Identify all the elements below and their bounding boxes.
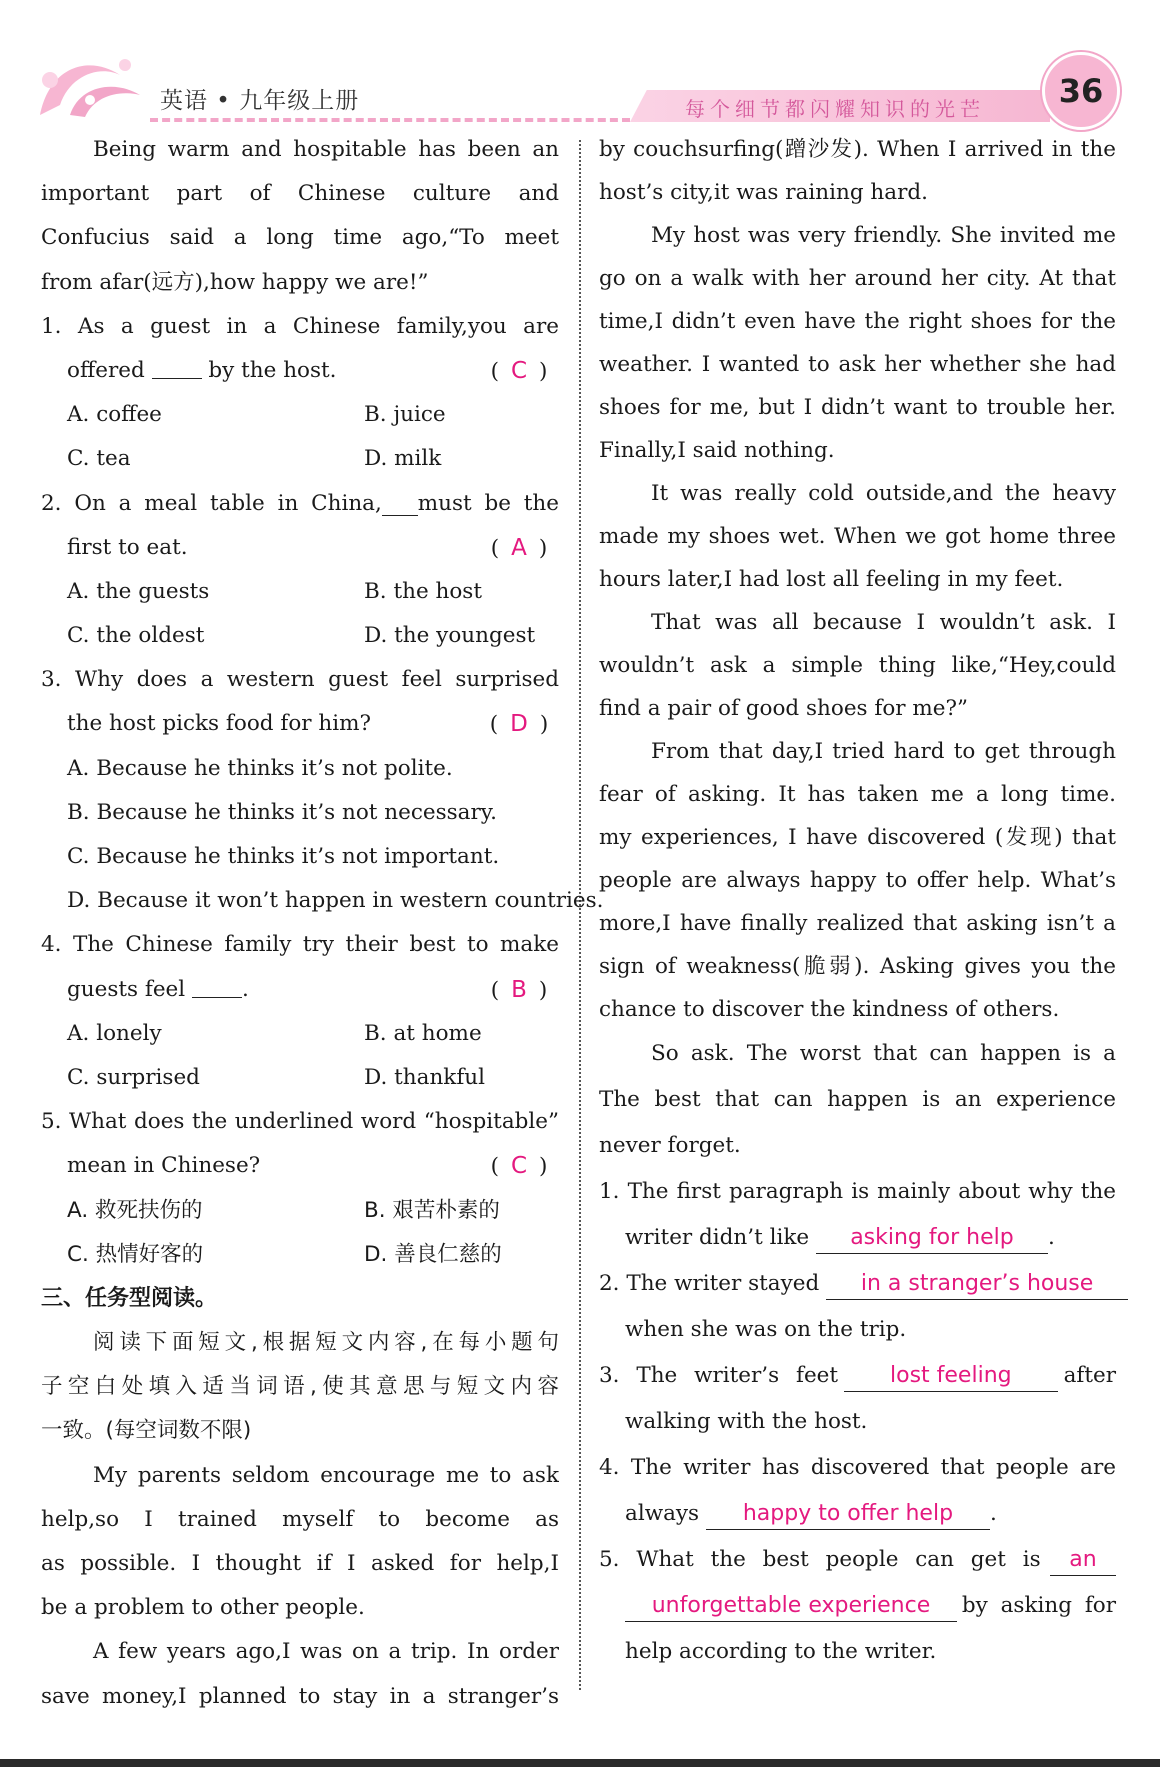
task-4-stem: 4. The writer has discovered that people are bbox=[599, 1455, 1116, 1480]
question-4-stem: 4. The Chinese family try their best to make bbox=[41, 932, 559, 958]
story-line: my experiences, I have discovered (发现) that bbox=[599, 825, 1116, 850]
q5-answer: C bbox=[510, 1153, 528, 1180]
q3-answer: D bbox=[510, 711, 528, 738]
section-title: 三、任务型阅读。 bbox=[41, 1285, 218, 1311]
q1-options-row bbox=[41, 437, 559, 481]
option: C. 热情好客的 bbox=[67, 1241, 204, 1267]
option: A. coffee bbox=[67, 402, 162, 428]
task-2-stem bbox=[599, 1261, 1116, 1307]
option: A. lonely bbox=[67, 1020, 162, 1046]
task-5-line3: help according to the writer. bbox=[625, 1639, 937, 1664]
q4-options-row bbox=[41, 1012, 559, 1056]
page-header bbox=[0, 0, 1160, 130]
option: C. the oldest bbox=[67, 623, 205, 649]
q4-text-b: . bbox=[242, 976, 249, 1002]
option: A. Because he thinks it’s not polite. bbox=[67, 755, 453, 781]
q4-text-a: guests feel bbox=[67, 976, 186, 1002]
option: A. the guests bbox=[67, 578, 210, 604]
option: B. the host bbox=[364, 578, 482, 604]
q4-blank bbox=[192, 973, 242, 998]
left-column bbox=[41, 128, 604, 1719]
q2-options-row bbox=[41, 614, 559, 658]
q5-options-row bbox=[41, 1189, 559, 1233]
page-number-badge bbox=[1042, 52, 1120, 130]
story-line: It was really cold outside,and the heavy bbox=[651, 481, 1116, 506]
question-4-line2 bbox=[41, 968, 559, 1012]
option: D. milk bbox=[364, 446, 442, 472]
q1-blank bbox=[152, 354, 202, 379]
option: B. juice bbox=[364, 402, 446, 428]
task-2-line2: when she was on the trip. bbox=[625, 1317, 907, 1342]
task-3-line2: walking with the host. bbox=[625, 1409, 868, 1434]
q1-text-b: by the host. bbox=[208, 357, 337, 383]
q2-text-b: must be the bbox=[417, 490, 559, 516]
task-5-answer-a: an bbox=[1050, 1545, 1116, 1576]
q2-answer: A bbox=[511, 534, 527, 561]
task-3-text-a: 3. The writer’s feet bbox=[599, 1363, 839, 1388]
task-3-text-b: after bbox=[1063, 1363, 1116, 1388]
task-1-answer: asking for help bbox=[816, 1223, 1048, 1254]
q2-answer-box: ( A ) bbox=[490, 534, 548, 561]
q5-answer-box: ( C ) bbox=[490, 1153, 548, 1180]
page-number: 36 bbox=[1058, 72, 1104, 110]
q4-answer: B bbox=[511, 976, 527, 1003]
question-2-line2 bbox=[41, 526, 559, 570]
story-line: chance to discover the kindness of others. bbox=[599, 997, 1060, 1022]
q3-text-line2: the host picks food for him? bbox=[67, 711, 372, 737]
story-line: From that day,I tried hard to get through bbox=[651, 739, 1116, 764]
task-4-text-b: . bbox=[989, 1501, 997, 1526]
story-line: made my shoes wet. When we got home three bbox=[599, 524, 1116, 549]
option: C. Because he thinks it’s not important. bbox=[67, 844, 500, 869]
task-4-line2 bbox=[599, 1491, 1116, 1537]
task-1-stem: 1. The first paragraph is mainly about why the bbox=[599, 1179, 1116, 1204]
passage-line: Confucius said a long time ago,“To meet bbox=[41, 225, 559, 251]
q2-options-row bbox=[41, 570, 559, 614]
story-line: My parents seldom encourage me to ask bbox=[93, 1462, 559, 1488]
story-line: So ask. The worst that can happen is a bbox=[651, 1041, 1116, 1066]
question-5-line2 bbox=[41, 1144, 559, 1188]
question-5-stem: 5. What does the underlined word “hospitable” bbox=[41, 1109, 559, 1135]
instruction-line: 一致。(每空词数不限) bbox=[41, 1418, 252, 1444]
task-1-text-a: writer didn’t like bbox=[625, 1225, 810, 1250]
option: B. Because he thinks it’s not necessary. bbox=[67, 799, 497, 825]
story-line: A few years ago,I was on a trip. In order bbox=[93, 1639, 559, 1665]
story-line: save money,I planned to stay in a stranger’s bbox=[41, 1683, 559, 1709]
story-line: people are always happy to offer help. What’s bbox=[599, 868, 1116, 893]
option: B. 艰苦朴素的 bbox=[364, 1197, 500, 1223]
passage-line: Being warm and hospitable has been an bbox=[93, 137, 559, 162]
question-3-stem: 3. Why does a western guest feel surprised bbox=[41, 667, 559, 693]
book-title: 英语 • 九年级上册 bbox=[160, 88, 360, 114]
story-line: fear of asking. It has taken me a long time. bbox=[599, 782, 1116, 807]
task-5-text-a: 5. What the best people can get is bbox=[599, 1547, 1041, 1572]
story-line: find a pair of good shoes for me?” bbox=[599, 696, 969, 721]
task-5-line2 bbox=[599, 1583, 1116, 1629]
task-2-answer: in a stranger’s house bbox=[826, 1269, 1128, 1300]
question-3-line2 bbox=[41, 702, 559, 746]
q4-answer-box: ( B ) bbox=[490, 976, 548, 1003]
q5-text-line2: mean in Chinese? bbox=[67, 1153, 261, 1179]
story-line: wouldn’t ask a simple thing like,“Hey,could bbox=[599, 653, 1116, 678]
story-line: never forget. bbox=[599, 1133, 741, 1158]
right-column bbox=[599, 128, 1116, 1675]
task-5-text-b: by asking for bbox=[961, 1593, 1116, 1618]
story-line: be a problem to other people. bbox=[41, 1595, 365, 1621]
option: D. 善良仁慈的 bbox=[364, 1241, 502, 1267]
option: D. thankful bbox=[364, 1064, 486, 1090]
question-1-stem: 1. As a guest in a Chinese family,you are bbox=[41, 313, 559, 339]
story-line: help,so I trained myself to become as bbox=[41, 1506, 559, 1532]
q1-options-row bbox=[41, 393, 559, 437]
story-line: sign of weakness(脆弱). Asking gives you the bbox=[599, 954, 1116, 979]
task-2-text-a: 2. The writer stayed bbox=[599, 1271, 820, 1296]
instruction-line: 子空白处填入适当词语,使其意思与短文内容 bbox=[41, 1374, 559, 1400]
q1-answer-box: ( C ) bbox=[490, 357, 548, 384]
option: C. tea bbox=[67, 446, 131, 472]
story-line: as possible. I thought if I asked for help,I bbox=[41, 1551, 559, 1576]
story-line: shoes for me, but I didn’t want to trouble her. bbox=[599, 395, 1116, 420]
task-4-answer: happy to offer help bbox=[706, 1499, 990, 1530]
question-1-line2 bbox=[41, 349, 559, 393]
story-line: The best that can happen is an experience bbox=[599, 1087, 1116, 1112]
story-line: My host was very friendly. She invited me bbox=[651, 223, 1116, 248]
story-line: by couchsurfing(蹭沙发). When I arrived in the bbox=[599, 137, 1116, 162]
story-line: weather. I wanted to ask her whether she had bbox=[599, 352, 1116, 377]
task-1-text-b: . bbox=[1047, 1225, 1055, 1250]
q3-answer-box: ( D ) bbox=[489, 711, 549, 738]
story-line: That was all because I wouldn’t ask. I bbox=[651, 610, 1116, 635]
q4-options-row bbox=[41, 1056, 559, 1100]
story-line: Finally,I said nothing. bbox=[599, 438, 835, 463]
floral-ornament-icon bbox=[30, 45, 150, 125]
task-3-answer: lost feeling bbox=[844, 1361, 1058, 1392]
q2-text-a: 2. On a meal table in China, bbox=[41, 490, 382, 516]
header-dashed-line bbox=[150, 118, 630, 122]
q2-blank bbox=[382, 491, 418, 516]
story-line: time,I didn’t even have the right shoes for the bbox=[599, 309, 1116, 334]
bottom-bar bbox=[0, 1759, 1160, 1767]
task-5-stem bbox=[599, 1537, 1116, 1583]
passage-line: important part of Chinese culture and bbox=[41, 181, 559, 207]
option: B. at home bbox=[364, 1020, 482, 1046]
passage-line: from afar(远方),how happy we are!” bbox=[41, 269, 429, 295]
story-line: go on a walk with her around her city. At that bbox=[599, 266, 1116, 291]
task-4-text-a: always bbox=[625, 1501, 700, 1526]
story-line: hours later,I had lost all feeling in my feet. bbox=[599, 567, 1064, 592]
option: D. Because it won’t happen in western countries. bbox=[67, 888, 604, 914]
q1-text-a: offered bbox=[67, 357, 145, 383]
q2-text-line2: first to eat. bbox=[67, 534, 188, 560]
instruction-line: 阅读下面短文,根据短文内容,在每小题句 bbox=[93, 1330, 559, 1356]
story-line: more,I have finally realized that asking isn’t a bbox=[599, 911, 1116, 936]
q5-options-row bbox=[41, 1233, 559, 1277]
header-slogan: 每个细节都闪耀知识的光芒 bbox=[685, 97, 985, 121]
option: A. 救死扶伤的 bbox=[67, 1197, 203, 1223]
task-5-answer-b: unforgettable experience bbox=[625, 1591, 957, 1622]
task-3-stem bbox=[599, 1353, 1116, 1399]
story-line: host’s city,it was raining hard. bbox=[599, 180, 928, 205]
option: C. surprised bbox=[67, 1064, 200, 1090]
option: D. the youngest bbox=[364, 623, 536, 649]
q1-answer: C bbox=[510, 357, 528, 384]
question-2-stem bbox=[41, 482, 559, 526]
task-1-line2 bbox=[599, 1215, 1116, 1261]
